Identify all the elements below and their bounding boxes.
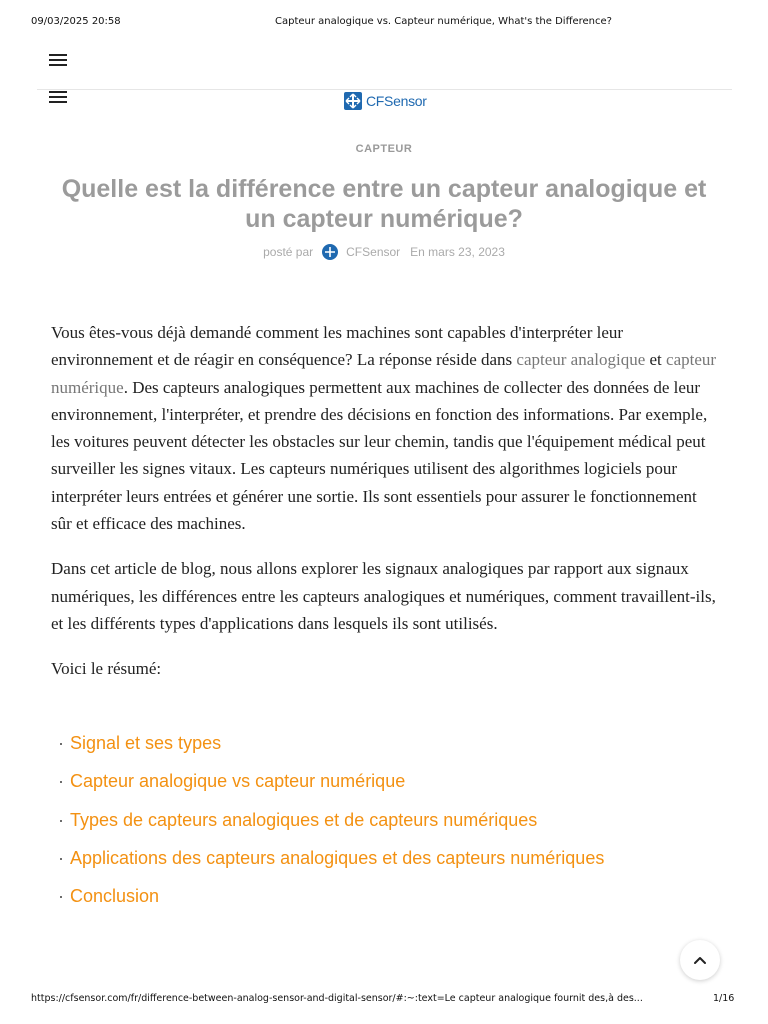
toc-link-conclusion[interactable]: Conclusion — [70, 886, 160, 907]
cfsensor-logo-icon — [343, 91, 363, 111]
toc-item — [58, 881, 738, 919]
site-logo-text: CFSensor — [366, 93, 427, 109]
intro-text-part2: et — [645, 350, 667, 370]
toc-link-analog-vs-digital[interactable]: Capteur analogique vs capteur numérique — [70, 771, 406, 792]
print-footer — [0, 993, 768, 1007]
print-page-url: https://cfsensor.com/fr/difference-between-analog-sensor-and-digital-sensor/#:~:text=Le capteur analogique fournit des,à des... — [31, 993, 643, 1004]
post-title: Quelle est la différence entre un capteur analogique et un capteur numérique? — [61, 175, 707, 233]
print-datetime: 09/03/2025 20:58 — [31, 16, 121, 27]
hamburger-menu-icon[interactable] — [49, 54, 67, 68]
toc-link-applications[interactable]: Applications des capteurs analogiques et des capteurs numériques — [70, 847, 605, 868]
intro-paragraph — [51, 319, 721, 537]
toc-item — [58, 805, 738, 843]
posted-by-label: posté par — [263, 245, 314, 259]
author-link[interactable]: CFSensor — [346, 245, 401, 259]
table-of-contents — [58, 728, 738, 919]
author-avatar-icon[interactable] — [322, 244, 338, 260]
toc-bullet: · — [58, 886, 64, 907]
toc-item — [58, 843, 738, 881]
toc-bullet: · — [58, 847, 64, 868]
digital-sensor-link[interactable]: capteur numérique — [51, 350, 717, 397]
post-date: En mars 23, 2023 — [410, 245, 505, 259]
print-header — [0, 16, 768, 30]
summary-label: Voici le résumé: — [51, 659, 162, 679]
toc-bullet: · — [58, 809, 64, 830]
site-logo[interactable] — [343, 89, 427, 113]
intro-text-part3: . Des capteurs analogiques permettent aux machines de collecter des données de leur environnement, l'interpréter, et prendre des décisions en fonction des informations. Par exemple, les voitures peuvent détecter les obstacles sur leur chemin, tandis que l'équipement médical peut surveiller les signes vitaux. Les capteurs numériques utilisent des algorithmes logiciels pour interpréter leurs entrées et générer une sortie. Ils sont essentiels pour assurer le fonctionnement sûr et efficace des machines. — [51, 377, 708, 534]
intro-text-part1: Vous êtes-vous déjà demandé comment les machines sont capables d'interpréter leur environnement et de réagir en conséquence? La réponse réside dans — [51, 323, 624, 370]
toc-link-sensor-types[interactable]: Types de capteurs analogiques et de capteurs numériques — [70, 809, 538, 830]
toc-bullet: · — [58, 771, 64, 792]
toc-item — [58, 766, 738, 804]
print-document-title: Capteur analogique vs. Capteur numérique, What's the Difference? — [275, 16, 612, 27]
print-page-indicator: 1/16 — [713, 993, 735, 1004]
toc-link-signal-types[interactable]: Signal et ses types — [70, 733, 222, 753]
hamburger-menu-icon[interactable] — [49, 91, 67, 105]
analog-sensor-link[interactable]: capteur analogique — [516, 350, 646, 370]
back-to-top-button[interactable] — [680, 940, 720, 980]
second-paragraph: Dans cet article de blog, nous allons explorer les signaux analogiques par rapport aux signaux numériques, les différences entre les capteurs analogiques et numériques, comment travaillent-ils, et les différents types d'applications dans lesquels ils sont utilisés. — [51, 559, 716, 633]
toc-item — [58, 728, 738, 766]
post-category[interactable]: CAPTEUR — [355, 143, 413, 155]
toc-bullet: · — [58, 733, 64, 753]
chevron-up-icon — [692, 952, 708, 968]
article-body — [51, 319, 721, 701]
post-meta — [0, 244, 768, 260]
